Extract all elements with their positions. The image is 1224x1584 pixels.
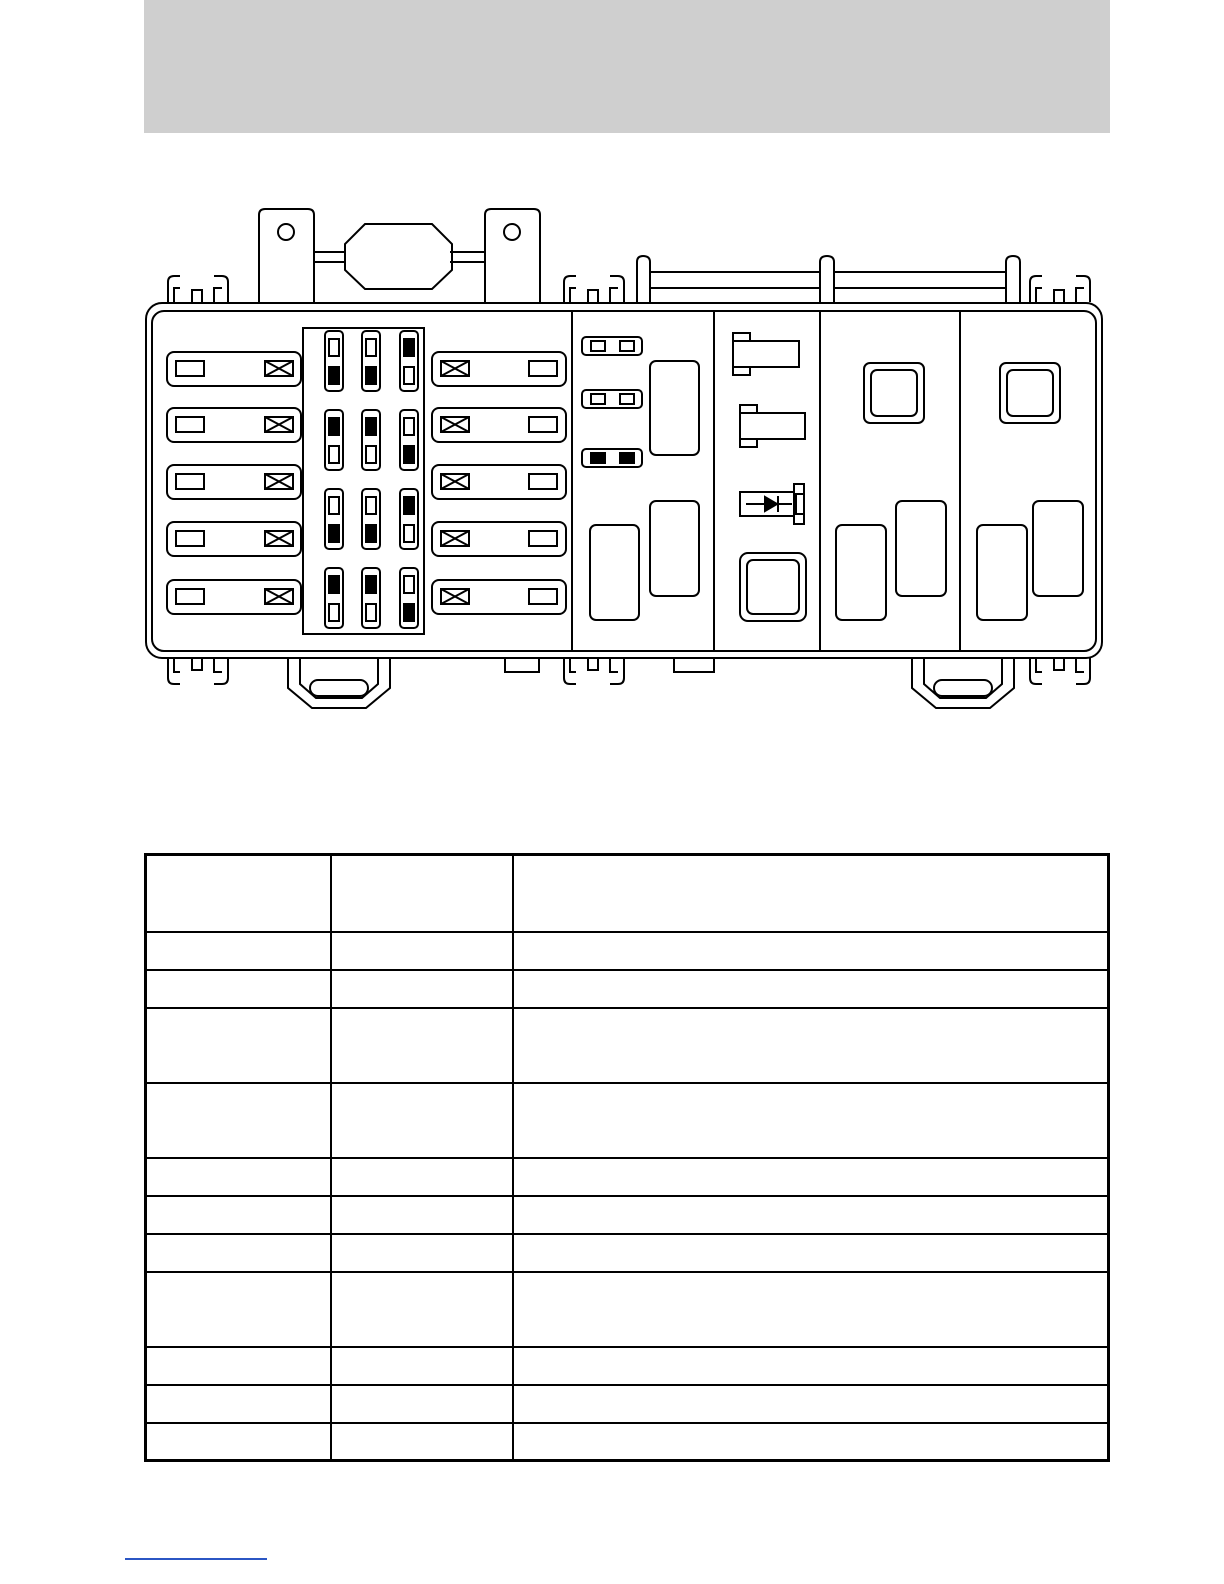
table-cell [513, 1158, 1109, 1196]
relay-panel-3 [836, 363, 946, 620]
relay [836, 525, 886, 620]
table-cell [513, 1196, 1109, 1234]
table-cell [513, 1347, 1109, 1385]
mini-fuse [325, 331, 343, 391]
footer-link-underline [125, 1558, 267, 1560]
table-row [146, 1234, 1109, 1272]
table-cell [146, 855, 331, 932]
table-cell [146, 1347, 331, 1385]
table-cell [331, 1158, 513, 1196]
relay-panel-1 [582, 337, 699, 620]
table-cell [331, 932, 513, 970]
table-cell [146, 932, 331, 970]
table-cell [146, 970, 331, 1008]
mini-fuse [325, 410, 343, 470]
relay [590, 525, 639, 620]
maxi-fuse [167, 352, 301, 386]
table-cell [513, 1385, 1109, 1423]
relay-panel-2 [733, 333, 806, 621]
relay-panel-4 [977, 363, 1083, 620]
table-cell [331, 1196, 513, 1234]
table-cell [146, 1008, 331, 1083]
mini-fuse [362, 331, 380, 391]
mini-fuse [325, 568, 343, 628]
mini-fuse [325, 489, 343, 549]
table-cell [513, 1272, 1109, 1347]
table-cell [331, 1385, 513, 1423]
right-fuse-column [432, 352, 566, 614]
table-cell [331, 1347, 513, 1385]
maxi-fuse [432, 465, 566, 499]
relay [1033, 501, 1083, 596]
mini-fuse [400, 489, 418, 549]
connector-plug [733, 333, 799, 375]
connector-plug [740, 405, 805, 447]
table-cell [331, 855, 513, 932]
fuse-box-diagram [0, 0, 1224, 760]
mini-fuse [400, 568, 418, 628]
relay [977, 525, 1027, 620]
table-row [146, 855, 1109, 932]
table-row [146, 1196, 1109, 1234]
table-cell [513, 855, 1109, 932]
relay [740, 553, 806, 621]
table-cell [331, 1083, 513, 1158]
top-rail [637, 256, 1020, 302]
table-cell [331, 1423, 513, 1461]
table-row [146, 932, 1109, 970]
table-cell [331, 970, 513, 1008]
center-fuse-grid [325, 331, 418, 628]
maxi-fuse [432, 522, 566, 556]
table-cell [513, 1423, 1109, 1461]
bottom-mount-right [912, 658, 1014, 708]
fuse-table-body [146, 855, 1109, 1461]
table-row [146, 1272, 1109, 1347]
maxi-fuse [167, 522, 301, 556]
octagon-connector [345, 224, 452, 289]
table-row [146, 1385, 1109, 1423]
table-cell [513, 970, 1109, 1008]
table-cell [146, 1196, 331, 1234]
mini-fuse [362, 489, 380, 549]
table-cell [513, 1234, 1109, 1272]
bottom-clips [168, 658, 1090, 708]
relay [650, 361, 699, 455]
top-bracket [259, 209, 540, 302]
maxi-fuse [167, 465, 301, 499]
table-cell [513, 1008, 1109, 1083]
table-cell [146, 1385, 331, 1423]
maxi-fuse [432, 408, 566, 442]
table-cell [513, 1083, 1109, 1158]
table-cell [331, 1008, 513, 1083]
table-cell [513, 932, 1109, 970]
table-row [146, 1008, 1109, 1083]
bottom-mount-left [288, 658, 390, 708]
left-fuse-column [167, 352, 301, 614]
mini-fuse [362, 568, 380, 628]
center-fuse-panel [303, 328, 424, 634]
table-row [146, 1083, 1109, 1158]
mini-fuse [400, 331, 418, 391]
table-cell [146, 1083, 331, 1158]
table-cell [146, 1234, 331, 1272]
maxi-fuse [167, 408, 301, 442]
table-cell [331, 1234, 513, 1272]
relay [650, 501, 699, 596]
maxi-fuse [432, 580, 566, 614]
fuse-table [144, 853, 1110, 1462]
table-row [146, 1158, 1109, 1196]
relay [896, 501, 946, 596]
table-row [146, 1347, 1109, 1385]
table-row [146, 970, 1109, 1008]
table-cell [146, 1423, 331, 1461]
mini-fuse [400, 410, 418, 470]
table-cell [146, 1158, 331, 1196]
table-row [146, 1423, 1109, 1461]
maxi-fuse [167, 580, 301, 614]
diode-icon [740, 484, 804, 524]
mini-fuse [362, 410, 380, 470]
maxi-fuse [432, 352, 566, 386]
table-cell [146, 1272, 331, 1347]
table-cell [331, 1272, 513, 1347]
